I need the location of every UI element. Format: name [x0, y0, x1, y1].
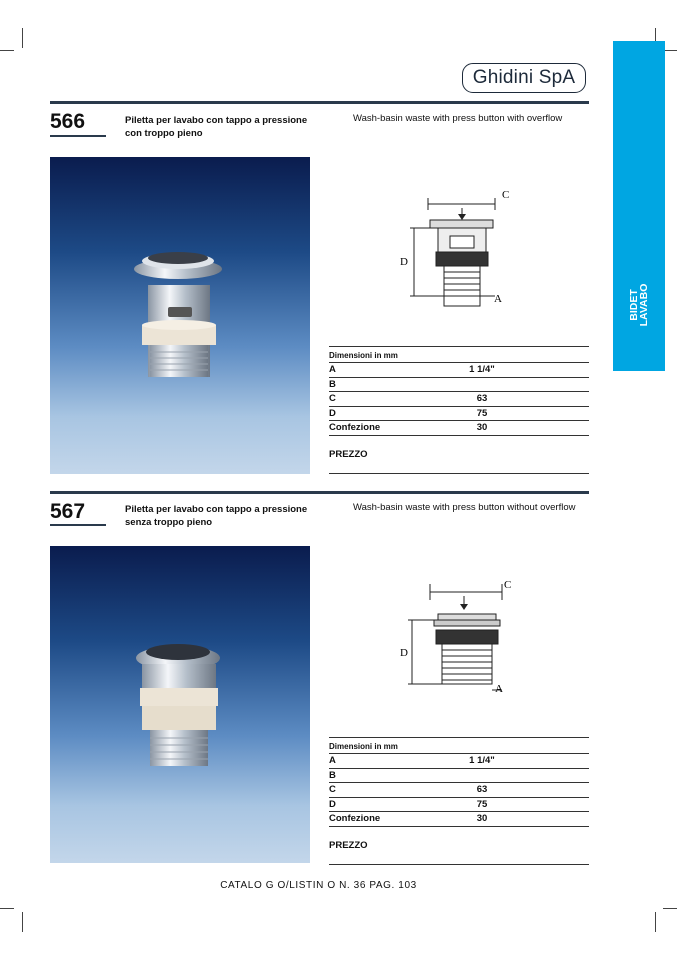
- row-key: Confezione: [329, 813, 381, 825]
- code-underline: [50, 135, 106, 137]
- product-code: 567: [50, 500, 86, 523]
- label-d: D: [400, 256, 408, 268]
- row-key: Confezione: [329, 422, 381, 434]
- row-key: D: [329, 407, 336, 419]
- row-value: 1 1/4": [469, 364, 495, 376]
- row-key: B: [329, 378, 336, 390]
- table-row: [329, 769, 589, 784]
- english-description: Wash-basin waste with press button with overflow: [353, 113, 563, 124]
- dimensions-header: Dimensioni in mm: [329, 737, 589, 754]
- table-row: [329, 407, 589, 422]
- label-d: D: [400, 647, 408, 659]
- row-value: 1 1/4": [469, 755, 495, 767]
- row-value: 63: [476, 393, 488, 405]
- tab-line-2: LAVABO: [638, 283, 650, 327]
- dimensions-table: [329, 737, 589, 865]
- table-row: [329, 798, 589, 813]
- english-description: Wash-basin waste with press button without overflow: [353, 502, 576, 513]
- product-photo: [50, 546, 310, 863]
- technical-drawing: [398, 578, 518, 703]
- section-rule: [50, 491, 589, 494]
- page-footer: CATALO G O/LISTIN O N. 36 PAG. 103: [220, 880, 417, 891]
- row-value: 30: [476, 813, 488, 825]
- row-key: B: [329, 769, 336, 781]
- row-key: C: [329, 393, 336, 405]
- dimensions-table: [329, 346, 589, 474]
- crop-mark: [22, 28, 23, 48]
- waste-with-overflow-image: [50, 157, 310, 474]
- waste-without-overflow-image: [50, 546, 310, 863]
- crop-mark: [0, 908, 14, 909]
- technical-drawing: [400, 190, 510, 315]
- table-row: [329, 812, 589, 827]
- it-desc-line: con troppo pieno: [125, 128, 203, 139]
- row-key: D: [329, 798, 336, 810]
- row-value: 30: [476, 422, 488, 434]
- crop-mark: [663, 908, 677, 909]
- label-a: A: [494, 293, 502, 305]
- it-desc-line: Piletta per lavabo con tappo a pressione: [125, 115, 308, 126]
- crop-mark: [0, 50, 14, 51]
- table-row: [329, 378, 589, 393]
- code-underline: [50, 524, 106, 526]
- row-value: 75: [476, 798, 488, 810]
- table-row: [329, 783, 589, 798]
- price-label: PREZZO: [329, 840, 589, 865]
- brand-logo: [462, 63, 586, 93]
- row-value: 63: [476, 784, 488, 796]
- label-a: A: [495, 683, 503, 695]
- table-row: [329, 392, 589, 407]
- crop-mark: [655, 912, 656, 932]
- label-c: C: [504, 579, 512, 591]
- it-desc-line: Piletta per lavabo con tappo a pressione: [125, 504, 308, 515]
- row-key: C: [329, 784, 336, 796]
- row-value: 75: [476, 407, 488, 419]
- crop-mark: [22, 912, 23, 932]
- table-row: [329, 754, 589, 769]
- row-key: A: [329, 364, 336, 376]
- price-label: PREZZO: [329, 449, 589, 474]
- table-row: [329, 363, 589, 378]
- product-photo: [50, 157, 310, 474]
- it-desc-line: senza troppo pieno: [125, 517, 213, 528]
- dimensions-header: Dimensioni in mm: [329, 346, 589, 363]
- row-key: A: [329, 755, 336, 767]
- brand-name: Ghidini SpA: [472, 67, 576, 88]
- italian-description: [125, 114, 325, 140]
- section-rule: [50, 101, 589, 104]
- italian-description: [125, 503, 325, 529]
- table-row: [329, 421, 589, 436]
- crop-mark: [663, 50, 677, 51]
- tab-line-1: BIDET: [628, 289, 640, 321]
- section-tab-label: [629, 284, 649, 327]
- label-c: C: [502, 190, 510, 201]
- product-code: 566: [50, 110, 86, 133]
